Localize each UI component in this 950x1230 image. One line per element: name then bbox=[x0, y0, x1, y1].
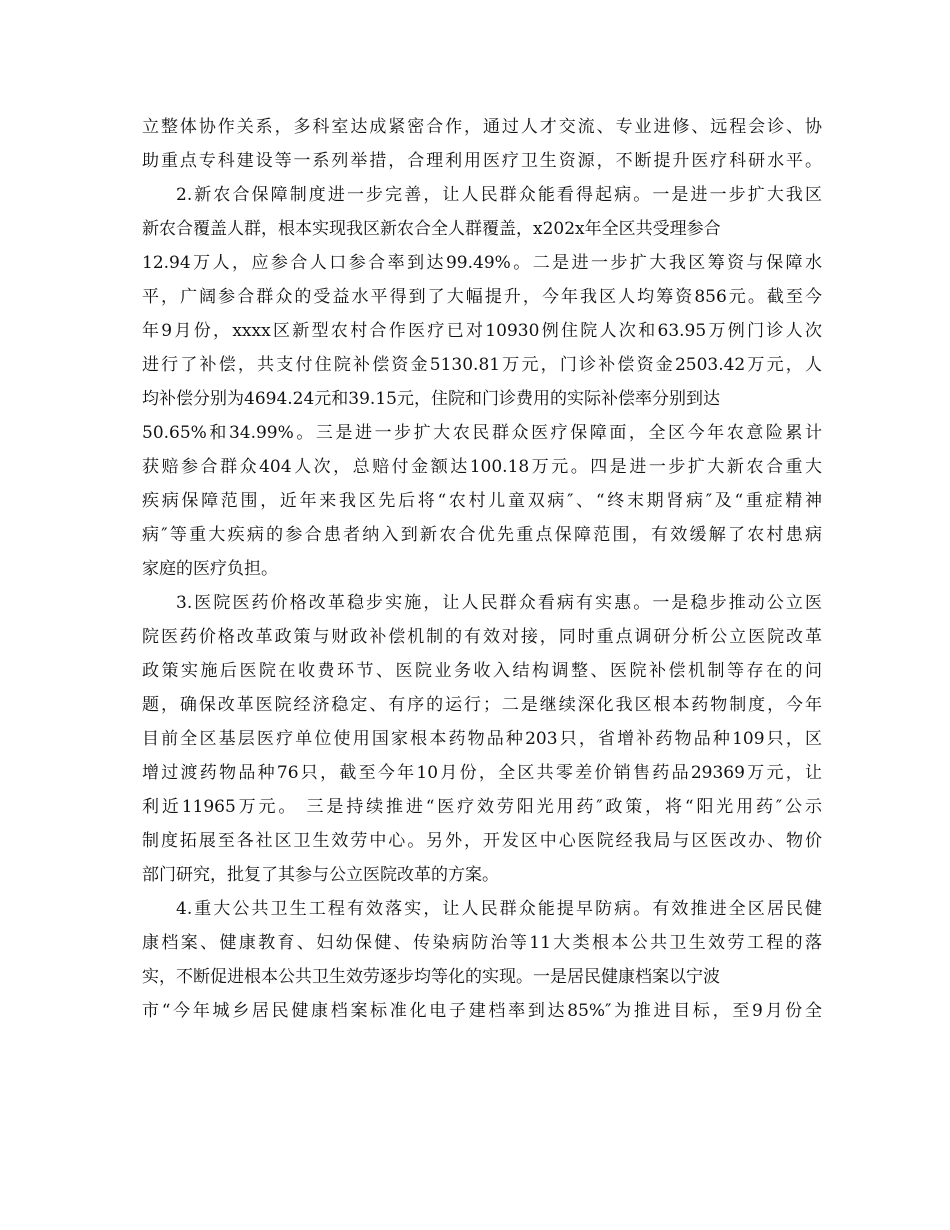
text-line: 实，不断促进根本公共卫生效劳逐步均等化的实现。一是居民健康档案以宁波 bbox=[142, 967, 720, 987]
text-line: 制度拓展至各社区卫生效劳中心。另外，开发区中心医院经我局与区医改办、物价 bbox=[142, 831, 822, 851]
text-line: 疾病保障范围，近年来我区先后将“农村儿童双病″、“终末期肾病″及“重症精神 bbox=[142, 491, 822, 511]
text-line: 目前全区基层医疗单位使用国家根本药物品种203只，省增补药物品种109只，区 bbox=[142, 729, 822, 749]
text-line: 家庭的医疗负担。 bbox=[142, 559, 278, 579]
text-line: 利近11965万元。 三是持续推进“医疗效劳阳光用药″政策，将“阳光用药″公示 bbox=[142, 797, 822, 817]
text-line: 院医药价格改革政策与财政补偿机制的有效对接，同时重点调研分析公立医院改革 bbox=[142, 627, 822, 647]
text-line: 市“今年城乡居民健康档案标准化电子建档率到达85%″为推进目标，至9月份全 bbox=[142, 1001, 822, 1021]
text-line: 年9月份，xxxx区新型农村合作医疗已对10930例住院人次和63.95万例门诊人次 bbox=[142, 321, 822, 341]
text-line: 部门研究，批复了其参与公立医院改革的方案。 bbox=[142, 865, 499, 885]
text-line: 4.重大公共卫生工程有效落实，让人民群众能提早防病。有效推进全区居民健 bbox=[176, 899, 822, 919]
text-line: 进行了补偿，共支付住院补偿资金5130.81万元，门诊补偿资金2503.42万元，人 bbox=[142, 355, 822, 375]
text-line: 康档案、健康教育、妇幼保健、传染病防治等11大类根本公共卫生效劳工程的落 bbox=[142, 933, 822, 953]
text-line: 题，确保改革医院经济稳定、有序的运行；二是继续深化我区根本药物制度，今年 bbox=[142, 695, 822, 715]
document-body bbox=[142, 110, 822, 1028]
text-line: 平，广阔参合群众的受益水平得到了大幅提升，今年我区人均筹资856元。截至今 bbox=[142, 287, 822, 307]
text-line: 均补偿分别为4694.24元和39.15元，住院和门诊费用的实际补偿率分别到达 bbox=[142, 389, 720, 409]
text-line: 3.医院医药价格改革稳步实施，让人民群众看病有实惠。一是稳步推动公立医 bbox=[176, 593, 822, 613]
text-line: 增过渡药物品种76只，截至今年10月份，全区共零差价销售药品29369万元，让 bbox=[142, 763, 822, 783]
text-line: 立整体协作关系，多科室达成紧密合作，通过人才交流、专业进修、远程会诊、协 bbox=[142, 117, 822, 137]
text-line: 获赔参合群众404人次，总赔付金额达100.18万元。四是进一步扩大新农合重大 bbox=[142, 457, 822, 477]
text-line: 新农合覆盖人群，根本实现我区新农合全人群覆盖，x202x年全区共受理参合 bbox=[142, 219, 721, 239]
text-line: 12.94万人，应参合人口参合率到达99.49%。二是进一步扩大我区筹资与保障水 bbox=[142, 253, 822, 273]
text-line: 2.新农合保障制度进一步完善，让人民群众能看得起病。一是进一步扩大我区 bbox=[176, 185, 822, 205]
text-line: 政策实施后医院在收费环节、医院业务收入结构调整、医院补偿机制等存在的问 bbox=[142, 661, 822, 681]
text-line: 助重点专科建设等一系列举措，合理利用医疗卫生资源，不断提升医疗科研水平。 bbox=[142, 151, 822, 171]
text-line: 病″等重大疾病的参合患者纳入到新农合优先重点保障范围，有效缓解了农村患病 bbox=[142, 525, 822, 545]
text-line: 50.65%和34.99%。三是进一步扩大农民群众医疗保障面，全区今年农意险累计 bbox=[142, 423, 822, 443]
